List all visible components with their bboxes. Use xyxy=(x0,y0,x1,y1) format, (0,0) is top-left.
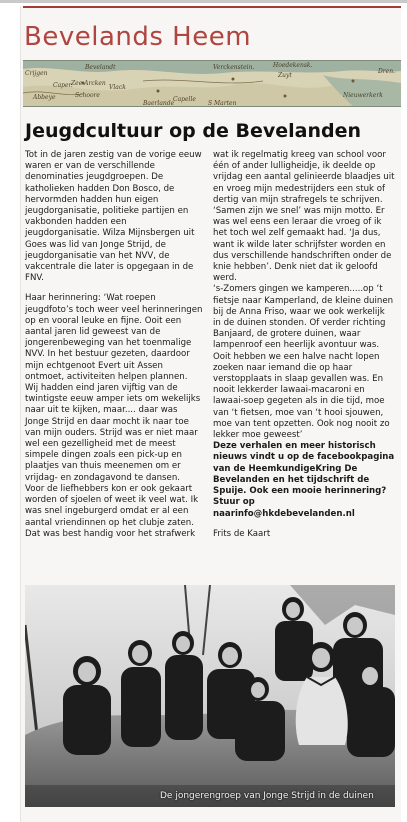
map-label: Capelle xyxy=(173,96,196,103)
photo-caption: De jongerengroep van Jonge Strijd in de duinen xyxy=(160,791,374,801)
map-label: Crijgen xyxy=(25,70,48,77)
paragraph: Haar herinnering: ‘Wat roepen jeugdfoto’s toch weer veel herinneringen op en vooral leuke en fijne. Ooit een aantal jaren lid geweest van de jongerenbeweging van het toenmalige NVV. In het bestuur gezeten, daardoor mijn echtgenoot Evert uit Assen ontmoet, activiteiten helpen plannen. Wij hadden eind jaren vijftig van de twintigste eeuw amper iets om wekelijks naar uit te kijken, maar.... daar was Jonge Strijd en daar mocht ik naar toe van mijn ouders. Strijd was er niet maar wel een gezelligheid met de meest simpele dingen zoals een pick-up en plaatjes van thuis meenemen om er vrijdag- en zondagavond te dansen. Voor de liefhebbers kon er ook gekaart worden of sjoelen of weet ik veel wat. Ik was snel ingeburgerd omdat er al een aantal vriendinnen op het clubje zaten. Dat was best handig voor het strafwerk xyxy=(25,293,203,539)
map-label: Caper. xyxy=(53,82,73,89)
map-label: Dren. xyxy=(378,68,396,75)
map-label: S Marten xyxy=(208,100,237,106)
map-banner xyxy=(23,60,401,107)
article-title: Jeugdcultuur op de Bevelanden xyxy=(25,120,361,142)
map-label: Hoedekensk. xyxy=(273,62,313,69)
author-name: Frits de Kaart xyxy=(213,528,271,539)
map-label: Verckenstein. xyxy=(213,64,255,71)
map-label: Bevelandt xyxy=(85,64,116,71)
section-title: Bevelands Heem xyxy=(24,22,252,52)
article-column-left xyxy=(25,150,203,549)
paragraph: wat ik regelmatig kreeg van school voor één of ander lulligheidje, ik deelde op vrijdag een aantal gelinieerde blaadjes uit en vroeg mijn medestrijders een stuk of dertig van mijn strafregels te schrijven. ‘Samen zijn we snel’ was mijn motto. Er was wel eens een leraar die vroeg of ik het toch wel zelf gemaakt had. ‘Ja dus, want ik wilde later schrijfster worden en dus verschillende handschriften onder de knie hebben’. Denk niet dat ik geloofd werd. ‘s-Zomers gingen we kamperen.....op ‘t fietsje naar Kamperland, de kleine duinen bij de Anna Friso, waar we ook werkelijk in de duinen stonden. Of verder richting Banjaard, de grotere duinen, waar lampenroof een heerlijk avontuur was. Ooit hebben we een halve nacht lopen zoeken naar iemand die op haar verstopplaats in slaap gevallen was. En nooit lekkerder lawaai-macaroni en lawaai-soep gegeten als in die tijd, moe van ‘t fietsen, moe van ‘t hooi sjouwen, moe van tent opzetten. Ook nog nooit zo lekker moe geweest’ xyxy=(213,150,395,441)
header-line xyxy=(23,6,401,8)
map-label: Zee Arcken xyxy=(71,80,106,87)
callout-text: Deze verhalen en meer historisch nieuws vindt u op de facebookpagina van de HeemkundigeKring De Bevelanden en het tijdschrift de Spuije. Ook een mooie herinnering? Stuur op naarinfo@hkdebevelanden.nl xyxy=(213,441,395,519)
map-label: Abbeye xyxy=(33,94,56,101)
map-label: Schoore xyxy=(75,92,100,99)
group-photo xyxy=(25,585,395,807)
map-label: Zuyt xyxy=(278,72,292,79)
map-label: Baerlande xyxy=(143,100,175,106)
article-column-right xyxy=(213,150,395,549)
map-label: Vlack xyxy=(109,84,126,91)
paragraph: Tot in de jaren zestig van de vorige eeuw waren er van de verschillende denominaties jeugdgroepen. De katholieken hadden Don Bosco, de hervormden hadden hun eigen jeugdorganisatie, politieke partijen en vakbonden hadden een jeugdorganisatie. Wilza Mijnsbergen uit Goes was lid van Jonge Strijd, de jeugdorganisatie van het NVV, de vakcentrale die later is opgegaan in de FNV. xyxy=(25,150,202,284)
top-rule xyxy=(0,0,407,3)
map-label: Nieuwerkerk xyxy=(343,92,383,99)
